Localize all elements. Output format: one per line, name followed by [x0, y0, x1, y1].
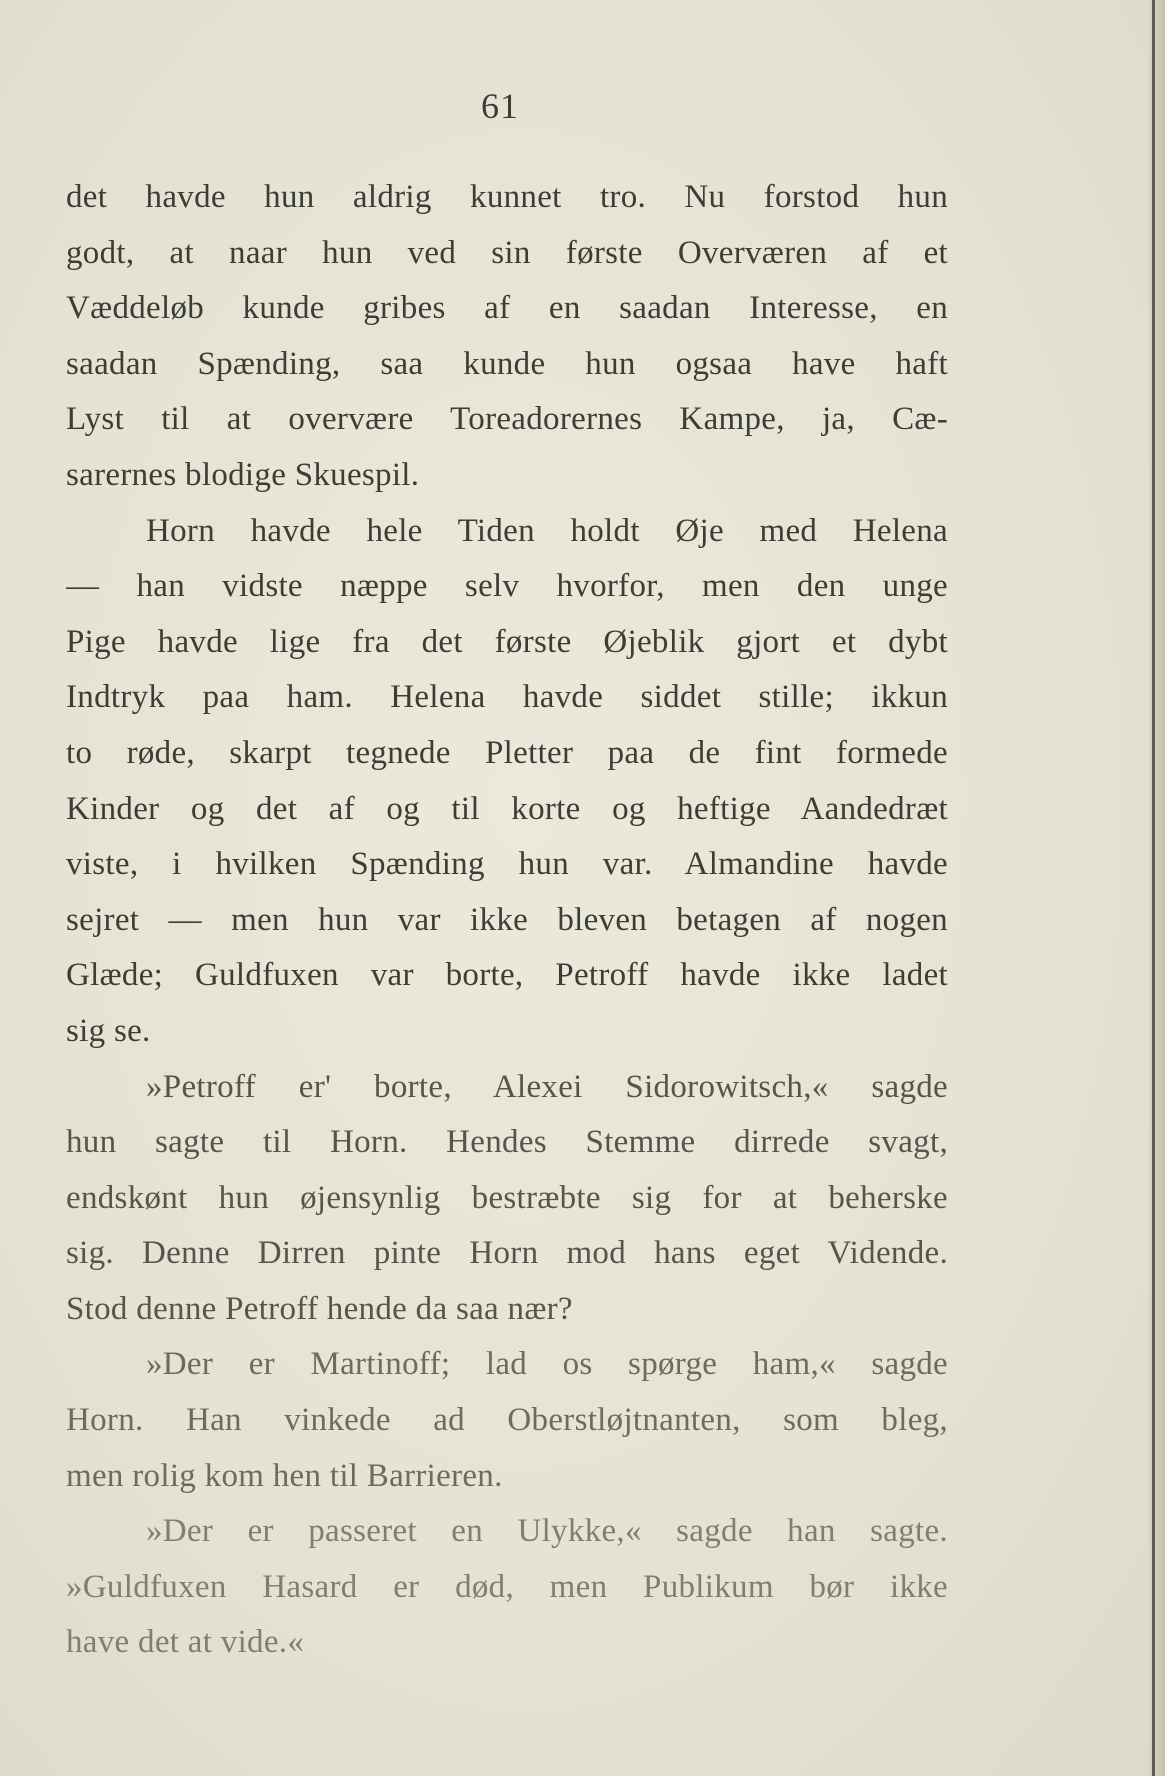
text-line: Kinder og det af og til korte og heftige Aandedræt	[66, 790, 948, 827]
text-line: Væddeløb kunde gribes af en saadan Interesse, en	[66, 290, 948, 327]
body-text	[66, 170, 948, 1671]
text-line: sarernes blodige Skuespil.	[66, 456, 420, 493]
text-line: men rolig kom hen til Barrieren.	[66, 1457, 503, 1494]
page-edge-line	[1152, 0, 1155, 1776]
text-line: »Guldfuxen Hasard er død, men Publikum bør ikke	[66, 1568, 948, 1605]
text-line: »Der er passeret en Ulykke,« sagde han sagte.	[146, 1513, 948, 1550]
text-line: Horn. Han vinkede ad Oberstløjtnanten, som bleg,	[66, 1402, 948, 1439]
text-line: have det at vide.«	[66, 1624, 305, 1661]
text-line: to røde, skarpt tegnede Pletter paa de fint formede	[66, 734, 948, 771]
text-line: hun sagte til Horn. Hendes Stemme dirrede svagt,	[66, 1124, 948, 1161]
page-number: 61	[481, 86, 519, 126]
text-line: Indtryk paa ham. Helena havde siddet stille; ikkun	[66, 679, 948, 716]
text-line: Pige havde lige fra det første Øjeblik gjort et dybt	[66, 623, 948, 660]
text-line: endskønt hun øjensynlig bestræbte sig for at beherske	[66, 1179, 948, 1216]
text-line: »Der er Martinoff; lad os spørge ham,« sagde	[146, 1346, 948, 1383]
text-line: Glæde; Guldfuxen var borte, Petroff havde ikke ladet	[66, 957, 948, 994]
text-line: — han vidste næppe selv hvorfor, men den unge	[66, 568, 948, 605]
text-line: sejret — men hun var ikke bleven betagen af nogen	[66, 901, 948, 938]
text-line: det havde hun aldrig kunnet tro. Nu forstod hun	[66, 179, 948, 215]
text-line: saadan Spænding, saa kunde hun ogsaa have haft	[66, 345, 948, 382]
text-line: sig se.	[66, 1012, 151, 1049]
text-line: Lyst til at overvære Toreadorernes Kampe, ja, Cæ-	[66, 401, 948, 438]
text-line: sig. Denne Dirren pinte Horn mod hans eget Vidende.	[66, 1235, 948, 1272]
text-line: godt, at naar hun ved sin første Overværen af et	[66, 234, 948, 271]
text-line: Stod denne Petroff hende da saa nær?	[66, 1290, 573, 1327]
text-line: »Petroff er' borte, Alexei Sidorowitsch,« sagde	[146, 1068, 948, 1105]
text-line: viste, i hvilken Spænding hun var. Almandine havde	[66, 846, 948, 883]
text-line: Horn havde hele Tiden holdt Øje med Helena	[146, 512, 948, 549]
